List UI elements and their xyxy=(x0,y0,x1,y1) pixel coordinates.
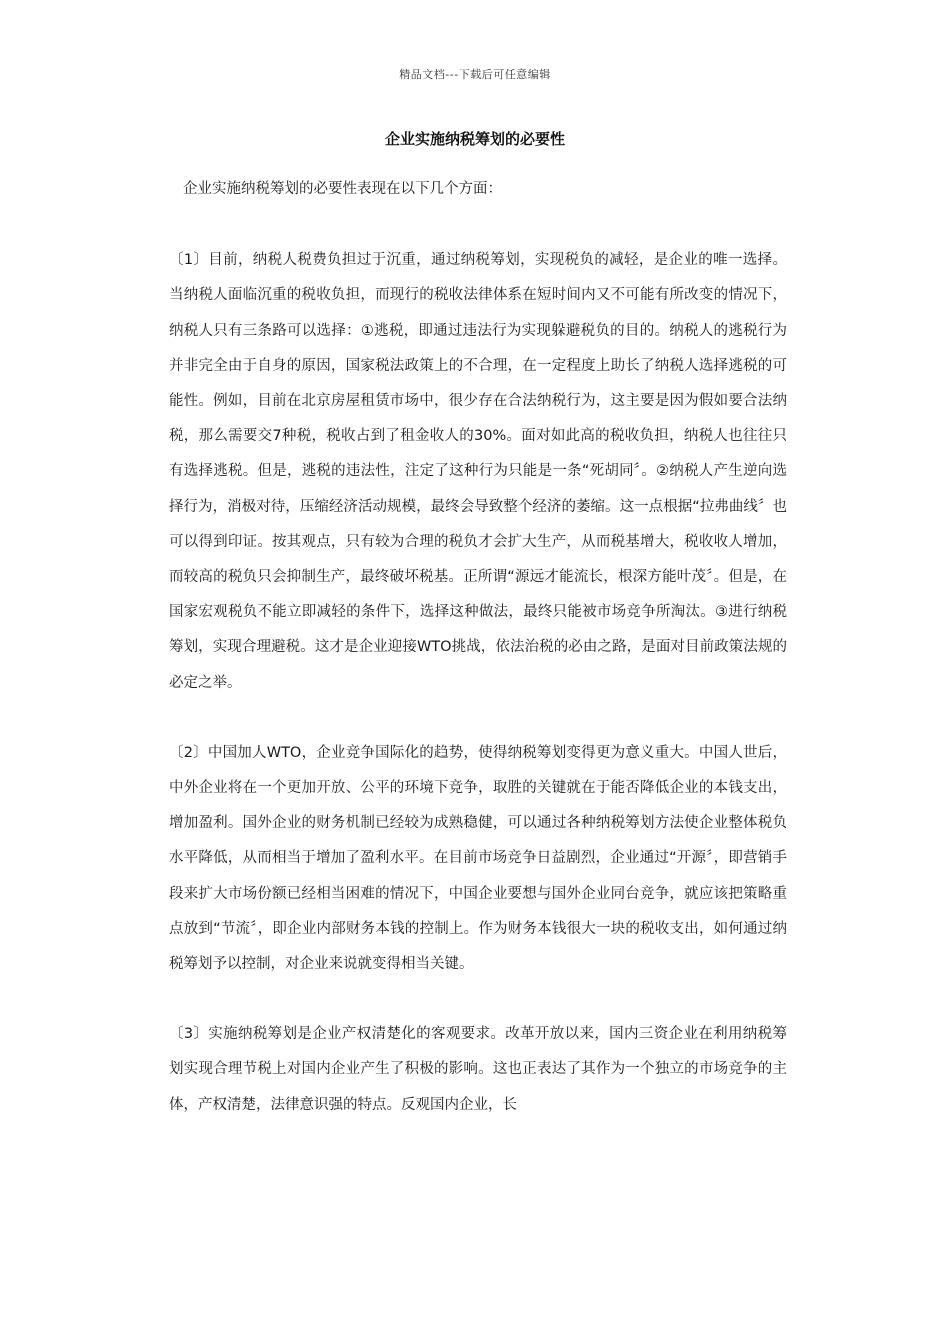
paragraph-spacer xyxy=(169,982,787,1017)
paragraph-3: 〔3〕实施纳税筹划是企业产权清楚化的客观要求。改革开放以来，国内三资企业在利用纳税筹划实现合理节税上对国内企业产生了积极的影响。这也正表达了其作为一个独立的市场竞争的主体，产权清楚，法律意识强的特点。反观国内企业，长 xyxy=(169,1026,787,1113)
paragraph-2: 〔2〕中国加人WTO，企业竞争国际化的趋势，使得纳税筹划变得更为意义重大。中国人世后，中外企业将在一个更加开放、公平的环境下竞争，取胜的关键就在于能否降低企业的本钱支出，增加盈利。国外企业的财务机制已经较为成熟稳健，可以通过各种纳税筹划方法使企业整体税负水平降低，从而相当于增加了盈利水平。在目前市场竞争日益剧烈，企业通过“开源〞，即营销手段来扩大市场份额已经相当困难的情况下，中国企业要想与国外企业同台竞争，就应该把策略重点放到“节流〞，即企业内部财务本钱的控制上。作为财务本钱很大一块的税收支出，如何通过纳税筹划予以控制，对企业来说就变得相当关键。 xyxy=(169,744,787,973)
document-title: 企业实施纳税筹划的必要性 xyxy=(384,130,565,148)
intro-paragraph: 企业实施纳税筹划的必要性表现在以下几个方面： xyxy=(183,181,502,197)
document-body xyxy=(169,172,787,1123)
header-note: 精品文档---下载后可任意编辑 xyxy=(399,68,551,81)
paragraph-spacer xyxy=(169,207,787,243)
paragraph-spacer xyxy=(169,701,787,736)
paragraph-1: 〔1〕目前，纳税人税费负担过于沉重，通过纳税筹划，实现税负的减轻，是企业的唯一选择。当纳税人面临沉重的税收负担，而现行的税收法律体系在短时间内又不可能有所改变的情况下，纳税人只有三条路可以选择：①逃税，即通过违法行为实现躲避税负的目的。纳税人的逃税行为并非完全由于自身的原因，国家税法政策上的不合理，在一定程度上助长了纳税人选择逃税的可能性。例如，目前在北京房屋租赁市场中，很少存在合法纳税行为，这主要是因为假如要合法纳税，那么需要交7种税，税收占到了租金收人的30%。面对如此高的税收负担，纳税人也往往只有选择逃税。但是，逃税的违法性，注定了这种行为只能是一条“死胡同〞。②纳税人产生逆向选择行为，消极对待，压缩经济活动规模，最终会导致整个经济的萎缩。这一点根据“拉弗曲线〞也可以得到印证。按其观点，只有较为合理的税负才会扩大生产，从而税基增大，税收收人增加，而较高的税负只会抑制生产，最终破坏税基。正所谓“源远才能流长，根深方能叶茂〞。但是，在国家宏观税负不能立即减轻的条件下，选择这种做法，最终只能被市场竞争所淘汰。③进行纳税筹划，实现合理避税。这才是企业迎接WTO挑战，依法治税的必由之路，是面对目前政策法规的必定之举。 xyxy=(169,252,787,691)
